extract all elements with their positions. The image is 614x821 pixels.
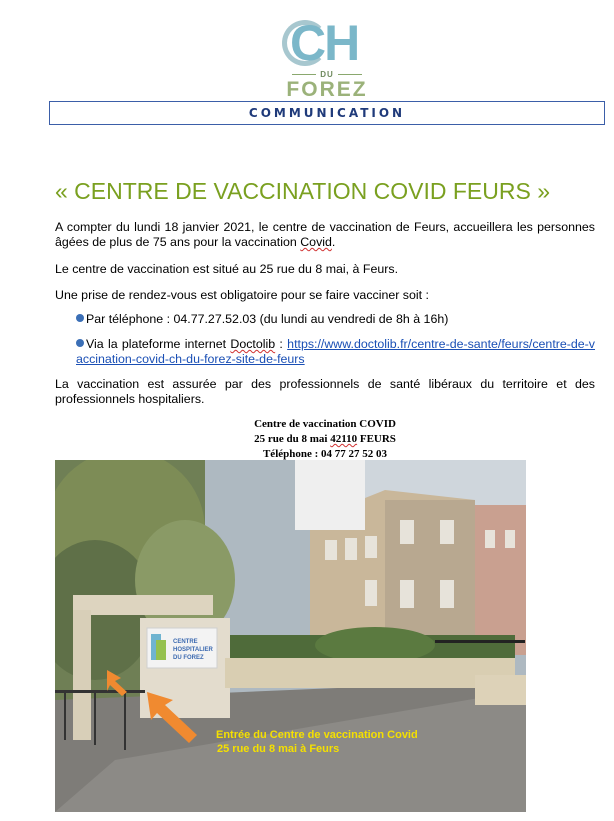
sign-line2: HOSPITALIER (173, 647, 213, 653)
photo-caption (216, 728, 418, 756)
location-paragraph: Le centre de vaccination est situé au 25 rue du 8 mai, à Feurs. (55, 262, 399, 276)
appointment-paragraph: Une prise de rendez-vous est obligatoire pour se faire vacciner soit : (55, 288, 429, 302)
vaccination-paragraph: La vaccination est assurée par des professionnels de santé libéraux du territoire et des professionnels hospitaliers. (55, 377, 595, 406)
center-info-line1: Centre de vaccination COVID (254, 418, 396, 430)
intro-paragraph: A compter du lundi 18 janvier 2021, le centre de vaccination de Feurs, accueillera les personnes âgées de plus de 75 ans pour la vaccination Covid. (55, 220, 595, 249)
section-header: COMMUNICATION (49, 101, 605, 125)
center-info-line2: 25 rue du 8 mai 42110 FEURS (254, 433, 396, 445)
logo-forez: FOREZ (286, 78, 368, 101)
photo-caption-line2: 25 rue du 8 mai à Feurs (217, 743, 340, 755)
phone-bullet: Par téléphone : 04.77.27.52.03 (du lundi au vendredi de 8h à 16h) (76, 312, 596, 327)
center-info-line3: Téléphone : 04 77 27 52 03 (262, 448, 388, 460)
entrance-photo-illustration (55, 460, 526, 812)
sign-line1: CENTRE (173, 639, 198, 645)
web-bullet: Via la plateforme internet Doctolib : https://www.doctolib.fr/centre-de-sante/feurs/centre-de-vaccination-covid-ch-du-forez-site-de-feurs (76, 337, 596, 366)
bullet-dot-icon (76, 339, 84, 347)
bullet-dot-icon (76, 314, 84, 322)
logo-ch: CH (290, 15, 359, 71)
photo-caption-line1: Entrée du Centre de vaccination Covid (216, 729, 418, 741)
logo-du: DU (282, 70, 372, 79)
entrance-photo (55, 460, 526, 812)
doctolib-link[interactable]: https://www.doctolib.fr/centre-de-sante/feurs/centre-de-vaccination-covid-ch-du-forez-site-de-feurs (76, 337, 596, 366)
page-title: « CENTRE DE VACCINATION COVID FEURS » (55, 178, 550, 204)
sign-line3: DU FOREZ (173, 655, 204, 661)
ch-du-forez-logo (282, 16, 372, 100)
